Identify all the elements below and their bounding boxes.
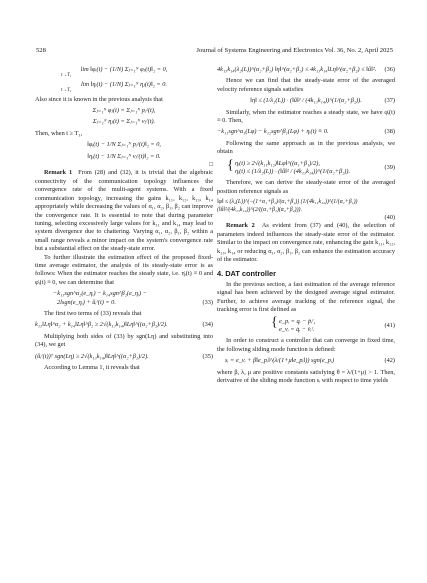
paragraph-also: Also since it is known in the previous analysis that [35, 95, 163, 103]
paragraph-previous-section: In the previous section, a fast estimation of the average reference signal has been achieved by the designed average signal estimator. Further, to achieve average tracking of the reference signal, the tracking error is first defined as [217, 280, 395, 314]
journal-title: Journal of Systems Engineering and Electronics Vol. 36, No. 2, April 2025 [196, 47, 393, 54]
equation-39-number: (39) [384, 163, 395, 171]
paragraph-where: where β, λ, μ are positive constants satisfying θ = λ/(1+μ) > 1. Then, derivative of the sliding mode function sᵢ with respect to time yields [217, 368, 395, 384]
equation-limit-eta-sub: t→T₁ [61, 88, 72, 94]
equation-limit-phi-sub: t→T₁ [61, 73, 72, 79]
remark-2 [217, 222, 395, 264]
qed-symbol: □ [209, 161, 213, 169]
equation-38: −k₁₁sgn^α₁(Lφ) − k₁₂sgn^β₁(Lφ) + ηᵢ(t) ≡ 0. (38) [217, 128, 395, 136]
paragraph-in-order: In order to construct a controller that can converge in fixed time, the following sliding mode function is defined: [217, 337, 395, 353]
equation-40-number: (40) [384, 214, 395, 222]
remark-1-text: From (28) and (32), it is trivial that the algebraic connectivity of the communication topology influences the convergence rate of the multi-agent systems. With a fixed communication topology, increasing the gains k₁₁, k₁₂, k₁₃, k₁₄ appropriately while decreasing the values of α₁, α₂, β₁, β₂ can improve the convergence rate. It is essential to note that during parameter tuning, selecting excessively large values for k₁₁ and k₁₄ may lead to system divergence due to chattering. Varying α₁, α₂, β₁, β₂ within a small range reveals a minor impact on the system's convergence rate but a substantial effect on the steady-state error. [35, 169, 214, 253]
equation-35-number: (35) [202, 352, 213, 360]
equation-37: ‖η‖ ≤ (1/λ₂(L)) · (‖ǖ‖² / (4k₁₃k₁₄))^(1/(α₂+β₂)). (37) [250, 97, 395, 105]
page-number: 528 [36, 47, 46, 54]
paragraph-therefore: Therefore, we can derive the steady-state error of the averaged position reference signals as [217, 179, 395, 195]
equation-34-number: (34) [202, 321, 213, 329]
equation-33-number: (33) [202, 298, 213, 306]
equation-38-number: (38) [384, 128, 395, 136]
remark-2-text: As evident from (37) and (40), the selection of parameters indeed influences the steady-state error of the estimator. Similar to the impact on convergence rate, enhancing the gain k₁₁, k₁₂, k₁₃, k₁₄ or reducing α₁, α₂, β₁, β₂ can enhance the estimation accuracy of the estimator. [217, 222, 395, 264]
equation-41-brace: { [271, 314, 278, 330]
equation-41: { e_pᵢ = qᵢ − p̄ᵢʳ, e_vᵢ = q̇ᵢ − v̄ᵢʳ. (41) [271, 314, 395, 333]
equation-41-number: (41) [384, 321, 395, 329]
equation-42: sᵢ = e_vᵢ + β‖e_pᵢ‖^(λ/(1+μ‖e_pᵢ‖)) sgn(e_pᵢ) (42) [225, 357, 395, 365]
equation-35: (ǖᵢʳ(t))ᵀ sgn(Lη) ≥ 2√(k₁₃k₁₄)‖Lη‖^((α₂+β₂)/2). (35) [35, 352, 213, 360]
remark-2-label: Remark 2 [226, 222, 255, 230]
right-column [217, 66, 395, 385]
equation-39: { ηᵢ(t) ≥ 2√(k₁₁k₁₂)‖Lφ‖^((α₁+β₁)/2), ηᵢ(t) ≤ (1/λ₂(L)) · (‖ǖ‖² / (4k₁₃k₁₄))^(1/(α₂+β₂)). (39) [227, 157, 395, 176]
paragraph-then: Then, when t ≥ T₁, [35, 129, 83, 137]
paragraph-similarly: Similarly, when the estimator reaches a steady state, we have φ̇ᵢ(t) ≡ 0. Then, [217, 108, 395, 125]
equation-40: ‖φ‖ ≤ (λ₂(L))^(−(1+α₁+β₁)/(α₁+β₁)) (1/(4k₁₁k₁₂))^(1/(α₁+β₁)) (‖ǖ‖²/(4k₁₃k₁₄))^(2/((α₁+β₁)(α₂+β₂))). [217, 199, 358, 213]
equation-norm-eta: ‖ηᵢ(t) − 1/N Σⱼ₌₁ᴺ vⱼʳ(t)‖₂ = 0. [87, 152, 161, 160]
equation-40-number-row [217, 214, 395, 222]
paragraph-lemma: According to Lemma 1, it reveals that [44, 364, 140, 371]
left-column [35, 66, 213, 372]
equation-36-number: (36) [384, 66, 395, 73]
equation-42-number: (42) [384, 357, 395, 365]
equation-limit-eta: lim ‖ηᵢ(t) − (1/N) Σⱼ₌₁ᴺ ηⱼ(t)‖₂ = 0. t→T₁ [35, 81, 213, 96]
paragraph-further: To further illustrate the estimation effect of the proposed fixed-time average estimator, the analysis of its steady-state error is as follows: When the estimator reaches the steady state, i.e. η̇ᵢ(t) ≡ 0 and φ̇ᵢ(t) ≡ 0, we can determine that [35, 253, 213, 286]
equation-33: −k₁₃sgn^α₂(e_ηᵢ) − k₁₄sgn^β₂(e_ηᵢ) − 2lsgn(e_ηᵢ) + ǖᵢʳ(t) = 0. (33) [53, 290, 213, 306]
equation-37-number: (37) [384, 97, 395, 105]
section-heading: 4. DAT controller [217, 268, 276, 278]
equation-sum-phi: Σⱼ₌₁ᴺ φⱼ(t) = Σⱼ₌₁ᴺ pⱼʳ(t), [92, 107, 156, 115]
equation-limit-phi: lim ‖φᵢ(t) − (1/N) Σⱼ₌₁ᴺ φⱼ(t)‖₂ = 0, t→T₁ [35, 66, 213, 81]
equation-34: k₁₃‖Lη‖^α₂ + k₁₄‖Lη‖^β₂ ≥ 2√(k₁₃k₁₄)‖Lη‖^((α₂+β₂)/2). (34) [35, 321, 213, 329]
running-header [0, 47, 427, 57]
equation-sum-eta: Σⱼ₌₁ᴺ ηⱼ(t) = Σⱼ₌₁ᴺ vⱼʳ(t). [92, 118, 156, 126]
paragraph-following: Following the same approach as in the previous analysis, we obtain [217, 139, 395, 156]
equation-norm-phi: ‖φᵢ(t) − 1/N Σⱼ₌₁ᴺ pⱼʳ(t)‖₂ = 0, [87, 141, 161, 149]
paragraph-first-two: The first two terms of (33) reveals that [44, 309, 142, 317]
remark-1 [35, 169, 213, 253]
paragraph-hence: Hence we can find that the steady-state error of the averaged velocity reference signals satisfies [217, 77, 395, 93]
paragraph-multiplying: Multiplying both sides of (33) by sgn(Lη) and substituting into (34), we get [35, 332, 213, 349]
remark-1-label: Remark 1 [44, 169, 73, 177]
equation-36: 4k₁₃k₁₄(λ₂(L))^(α₂+β₂) ‖η‖^(α₂+β₂) ≤ 4k₁₃k₁₄‖Lη‖^(α₂+β₂) ≤ ‖ǖ‖². (36) [217, 66, 395, 73]
equation-39-brace: { [227, 157, 234, 173]
